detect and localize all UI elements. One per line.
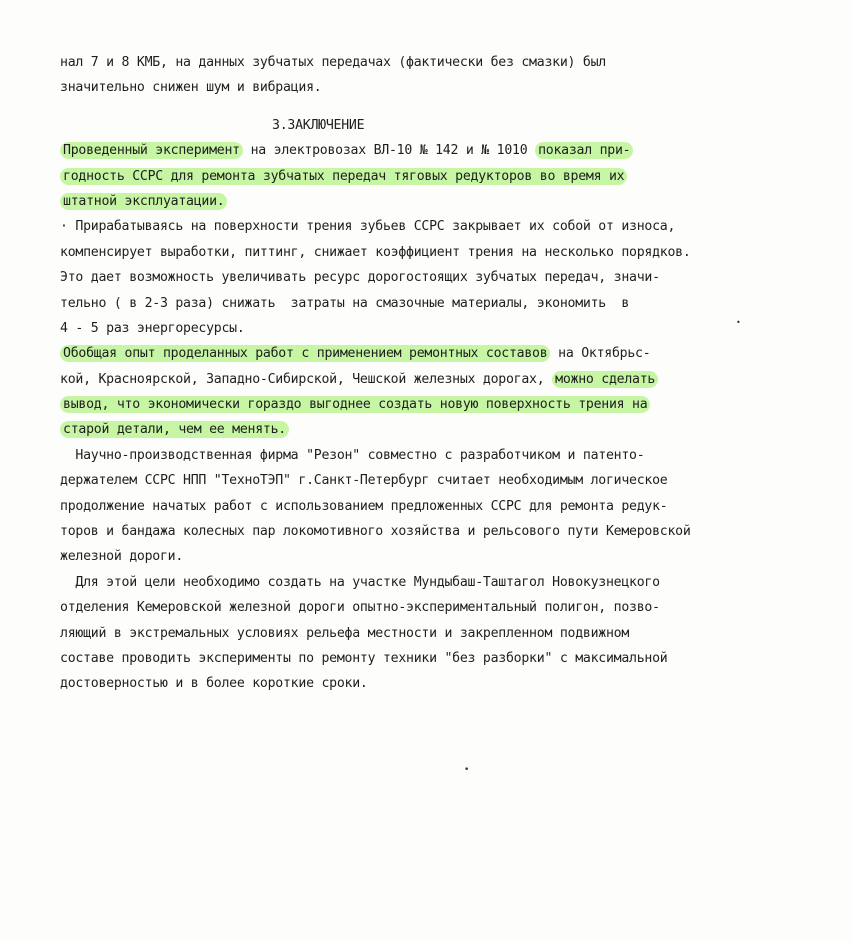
text-run: на Октябрьс-	[550, 346, 651, 362]
p2-line-3: Это дает возможность увеличивать ресурс дорогостоящих зубчатых передач, значи-	[60, 270, 660, 286]
section-heading: 3.ЗАКЛЮЧЕНИЕ	[272, 117, 365, 133]
p5-line-3: ляющий в экстремальных условиях рельефа местности и закрепленном подвижном	[60, 625, 630, 641]
p1-line-2	[60, 164, 790, 189]
intro-line-1: нал 7 и 8 КМБ, на данных зубчатых передачах (фактически без смазки) был	[60, 55, 606, 70]
p3-line-4	[60, 417, 790, 442]
speck-mark: •	[736, 318, 741, 327]
p5-line-5: достоверностью и в более короткие сроки.	[60, 676, 368, 692]
p4-line-4: торов и бандажа колесных пар локомотивного хозяйства и рельсового пути Кемеровской	[60, 524, 691, 540]
highlight: можно сделать	[552, 371, 658, 388]
highlight: штатной эксплуатации.	[60, 193, 227, 210]
p4-line-5: железной дороги.	[60, 549, 184, 565]
text-run: на электровозах ВЛ-10 № 142 и № 1010	[242, 143, 536, 159]
p1-line-3	[60, 189, 790, 214]
text-run: кой, Красноярской, Западно-Сибирской, Чешской железных дорогах,	[60, 371, 553, 387]
p2-line-4: тельно ( в 2-3 раза) снижать затраты на смазочные материалы, экономить в	[60, 295, 630, 311]
highlight: Проведенный эксперимент	[60, 142, 243, 159]
p5-line-2: отделения Кемеровской железной дороги опытно-экспериментальный полигон, позво-	[60, 600, 660, 616]
intro-line-2: значительно снижен шум и вибрация.	[60, 80, 322, 96]
highlight: вывод, что экономически гораздо выгоднее создать новую поверхность трения на	[60, 396, 650, 413]
p2-line-5: 4 - 5 раз энергоресурсы.	[60, 320, 245, 336]
p3-line-2	[60, 367, 790, 392]
highlight: Обобщая опыт проделанных работ с применением ремонтных составов	[60, 345, 550, 362]
p3-line-3	[60, 392, 790, 417]
highlight: показал при-	[535, 142, 633, 159]
document-text	[60, 50, 790, 697]
p3-line-1	[60, 341, 790, 366]
spacer	[60, 101, 790, 113]
p4-line-1: Научно-производственная фирма "Резон" совместно с разработчиком и патенто-	[60, 447, 645, 463]
highlight: старой детали, чем ее менять.	[60, 421, 289, 438]
p1-line-1	[60, 138, 790, 163]
speck-mark: •	[464, 765, 470, 775]
p2-line-2: компенсирует выработки, питтинг, снижает коэффициент трения на несколько порядков.	[60, 244, 691, 260]
p5-line-4: составе проводить эксперименты по ремонту техники "без разборки" с максимальной	[60, 650, 668, 666]
p4-line-3: продолжение начатых работ с использованием предложенных ССРС для ремонта редук-	[60, 498, 668, 514]
p2-line-1: · Прирабатываясь на поверхности трения зубьев ССРС закрывает их собой от износа,	[60, 219, 676, 235]
highlight: годность ССРС для ремонта зубчатых передач тяговых редукторов во время их	[60, 168, 627, 185]
p5-line-1: Для этой цели необходимо создать на участке Мундыбаш-Таштагол Новокузнецкого	[60, 574, 660, 590]
p4-line-2: держателем ССРС НПП "ТехноТЭП" г.Санкт-Петербург считает необходимым логическое	[60, 473, 668, 489]
